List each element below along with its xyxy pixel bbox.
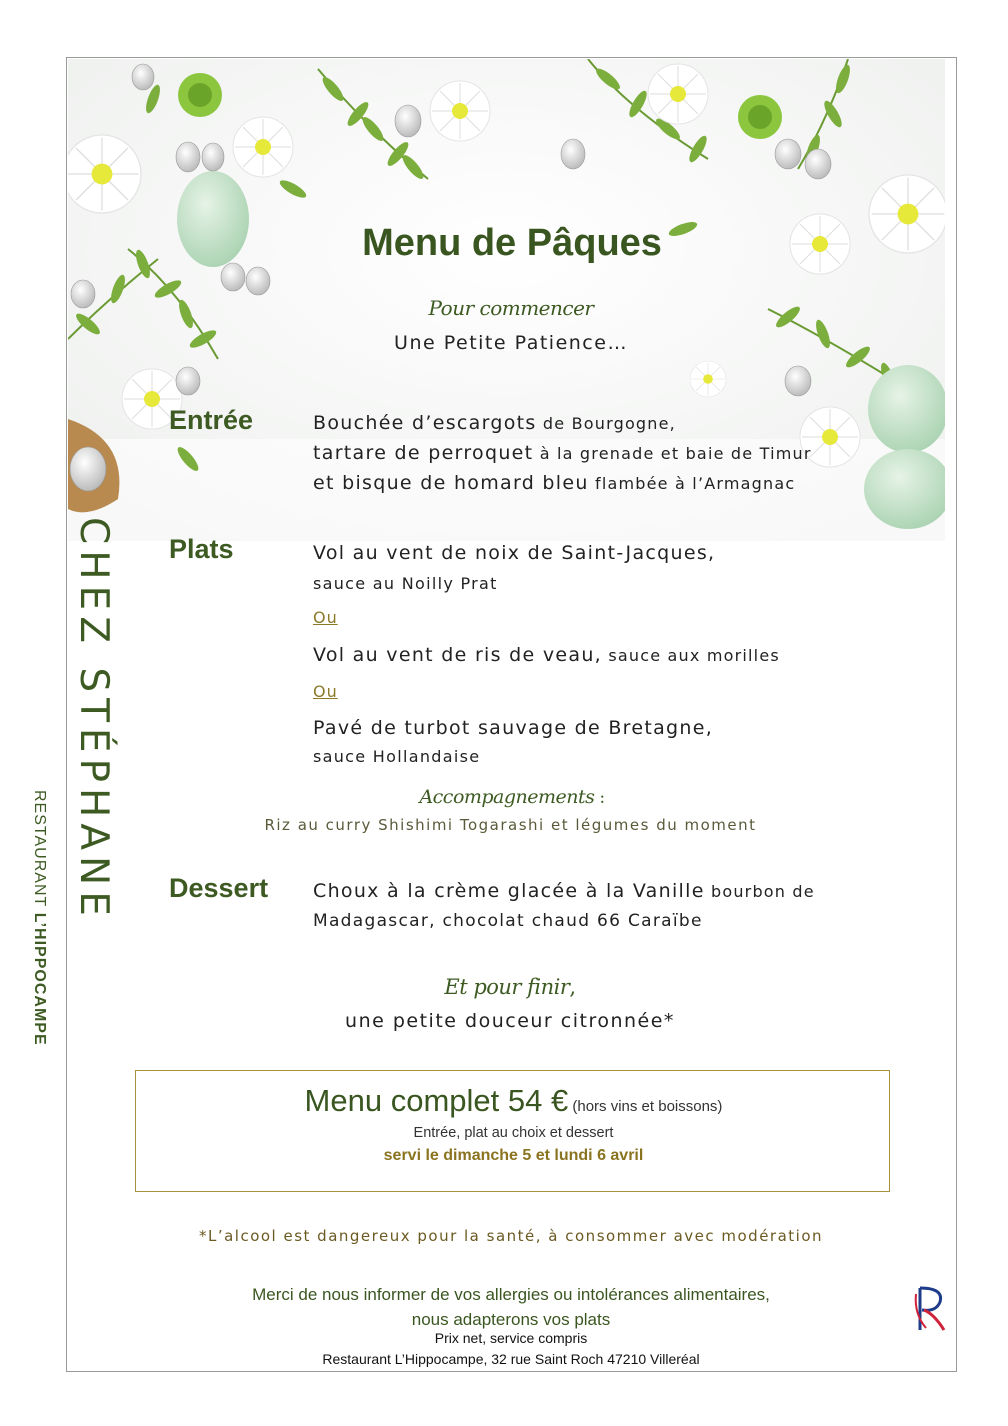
allergy-line-2: nous adapterons vos plats [411,1310,611,1329]
entree-line-1-small: de Bourgogne, [536,414,676,433]
entree-line-3-small: flambée à l’Armagnac [588,474,796,493]
finale-title: Et pour finir [444,975,570,999]
dessert-line-2: Madagascar, chocolat chaud 66 Caraïbe [313,911,703,931]
finale-text: une petite douceur citronnée* [345,1010,675,1032]
plat-2-small: sauce aux morilles [602,646,780,665]
plat-2 [313,644,780,666]
plat-1-main: Vol au vent de noix de Saint-Jacques, [313,542,716,564]
price-sub: Entrée, plat au choix et dessert [413,1125,614,1141]
menu-title: Menu de Pâques [362,222,662,264]
plats-label: Plats [169,534,234,564]
accompaniments-text: Riz au curry Shishimi Togarashi et légumes du moment [264,816,757,834]
restaurant-r-logo-icon [910,1284,950,1334]
accompaniments-title: Accompagnements [419,786,595,808]
intro-label: Pour commencer [428,296,594,320]
price-note-footer: Prix net, service compris [434,1330,588,1346]
side-restaurant-bold: L’HIPPOCAMPE [31,912,48,1046]
intro-text: Une Petite Patience… [394,332,628,354]
accompaniments-colon: : [594,788,605,808]
dessert-line-1 [313,880,815,902]
plat-or-1: Ou [313,608,338,627]
entree-label: Entrée [169,405,254,435]
alcohol-warning: *L’alcool est dangereux pour la santé, à consommer avec modération [198,1227,824,1245]
entree-line-2-main: tartare de perroquet [313,442,534,464]
allergy-line-1: Merci de nous informer de vos allergies ou intolérances alimentaires, [252,1285,770,1304]
dessert-line-1-main: Choux à la crème glacée à la Vanille [313,880,705,902]
price-line [136,1083,891,1119]
dessert-line-1-small: bourbon de [704,882,815,901]
plat-3-sub: sauce Hollandaise [313,747,481,766]
plat-2-main: Vol au vent de ris de veau, [313,644,603,666]
accompaniments-label [0,786,1008,808]
side-brand-title: CHEZ STÉPHANE [71,517,116,922]
dessert-label: Dessert [169,873,269,903]
finale-label [0,975,1008,999]
address: Restaurant L’Hippocampe, 32 rue Saint Roch 47210 Villeréal [322,1351,700,1367]
allergy-notice [0,1282,1008,1332]
price-main: Menu complet 54 € [304,1083,569,1118]
plat-or-2: Ou [313,682,338,701]
finale-comma: , [569,975,576,999]
plat-1-sub: sauce au Noilly Prat [313,574,498,593]
entree-line-1-main: Bouchée d’escargots [313,412,537,434]
price-note: (hors vins et boissons) [568,1098,723,1115]
price-dates: servi le dimanche 5 et lundi 6 avril [383,1147,644,1164]
entree-line-3-main: et bisque de homard bleu [313,472,589,494]
price-box [135,1070,890,1192]
entree-line-3 [313,472,795,494]
plat-3-main: Pavé de turbot sauvage de Bretagne, [313,717,714,739]
entree-line-2 [313,442,812,464]
entree-line-1 [313,412,676,434]
entree-line-2-small: à la grenade et baie de Timur [533,444,812,463]
side-restaurant-word: RESTAURANT [31,790,48,908]
